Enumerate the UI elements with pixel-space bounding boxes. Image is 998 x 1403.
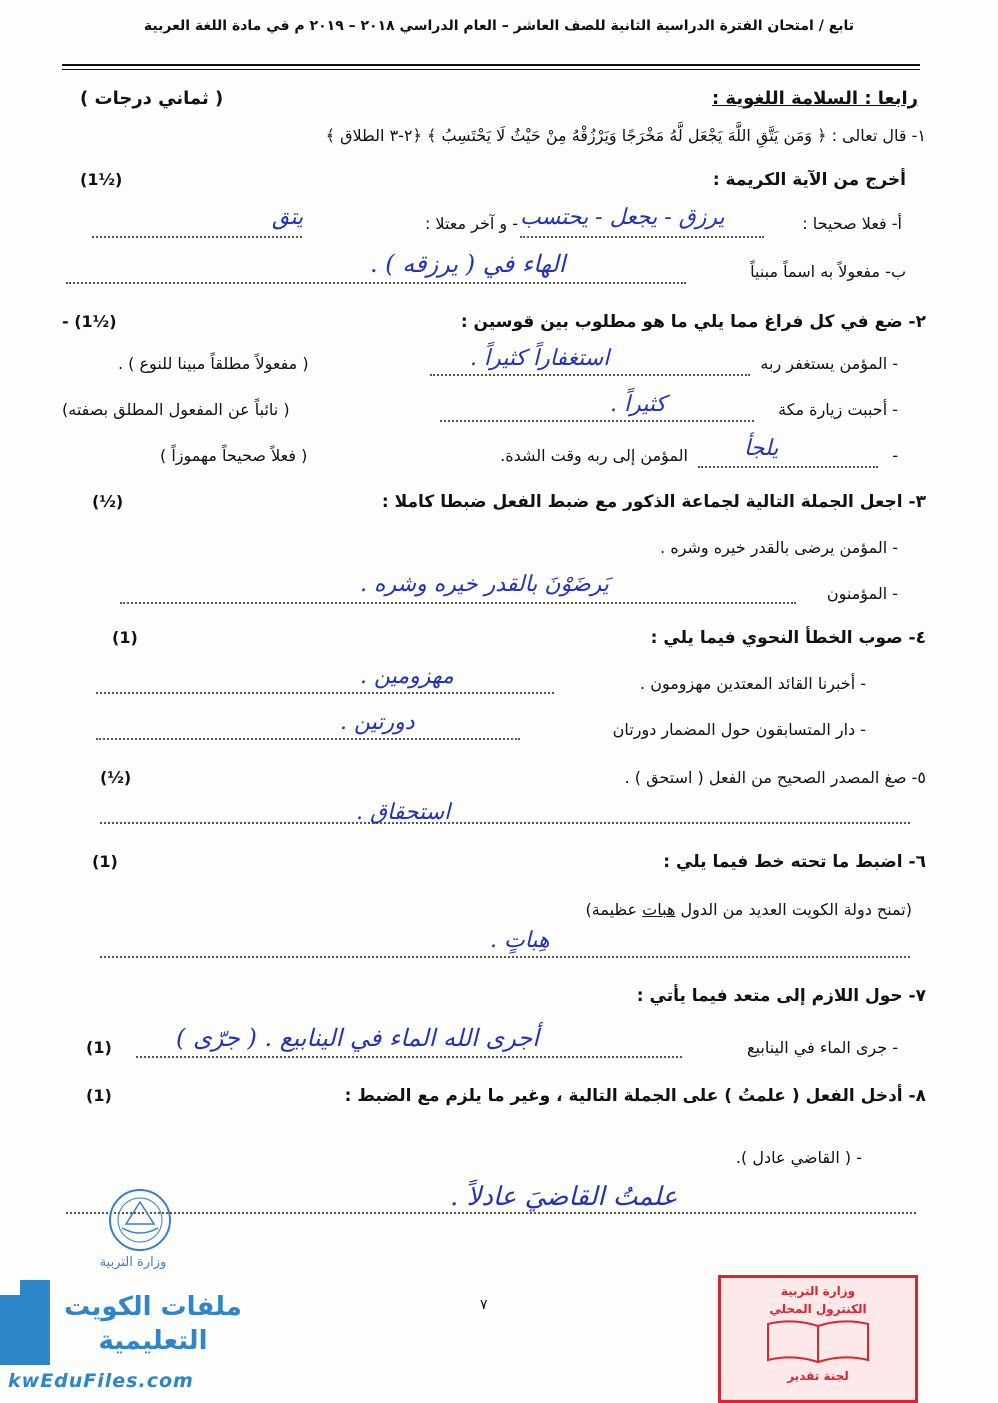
answer-line: [100, 956, 910, 958]
q6-answer: هِباتٍ .: [490, 928, 550, 953]
answer-line: [92, 236, 302, 238]
header-rule: [62, 64, 920, 66]
q6-sentence-before: (تمنح دولة الكويت العديد من الدول: [680, 900, 912, 919]
q6-underlined-word: هبات: [642, 900, 676, 919]
ministry-seal: [78, 1182, 188, 1272]
q8-answer: علمتُ القاضيَ عادلاً .: [450, 1182, 678, 1212]
q2-score: - (1½): [62, 312, 117, 331]
section-marks: ( ثماني درجات ): [80, 88, 224, 109]
logo-line-2: التعليمية: [98, 1326, 208, 1356]
answer-line: [120, 602, 796, 604]
answer-line: [66, 1212, 916, 1214]
answer-line: [136, 1056, 682, 1058]
q2-r3-text: المؤمن إلى ربه وقت الشدة.: [500, 446, 688, 465]
exam-header: تابع / امتحان الفترة الدراسية الثانية للصف العاشر – العام الدراسي ٢٠١٨ – ٢٠١٩ م في مادة اللغة العربية: [143, 18, 855, 34]
q4-r1-answer: مهزومين .: [360, 664, 454, 689]
stamp-line-3: لجنة تقدير: [787, 1369, 849, 1383]
q1-a-mid: - و آخر معتلا :: [424, 214, 518, 233]
answer-line: [430, 374, 750, 376]
answer-line: [520, 236, 764, 238]
q2-r3-dash: -: [892, 446, 898, 465]
q4-score: (1): [112, 628, 138, 647]
q7-sentence: - جرى الماء في الينابيع: [747, 1038, 898, 1057]
q2-r3-hint: ( فعلاً صحيحاً مهموزاً ): [160, 446, 308, 465]
answer-line: [698, 466, 878, 468]
q2-prompt: ٢- ضع في كل فراغ مما يلي ما هو مطلوب بين قوسين :: [460, 312, 926, 332]
site-url: kwEduFiles.com: [8, 1370, 194, 1392]
q4-r2-answer: دورتين .: [340, 710, 415, 735]
answer-line: [96, 692, 554, 694]
logo-line-1: ملفات الكويت: [64, 1292, 242, 1322]
q2-r2-answer: كثيراً .: [610, 392, 666, 417]
q5-score: (½): [100, 768, 132, 787]
q8-prompt: ٨- أدخل الفعل ( علمتُ ) على الجملة التالية ، وغير ما يلزم مع الضبط :: [344, 1086, 926, 1106]
q4-prompt: ٤- صوب الخطأ النحوي فيما يلي :: [650, 628, 926, 648]
q3-answer-label: - المؤمنون: [826, 584, 898, 603]
q5-answer: استحقاق .: [356, 800, 451, 825]
q4-r1-text: - أخبرنا القائد المعتدين مهزومون .: [640, 674, 866, 693]
site-logo-text: [58, 1290, 248, 1358]
q1-b-label: ب- مفعولاً به اسماً مبنياً: [750, 262, 906, 281]
q5-prompt: ٥- صغ المصدر الصحيح من الفعل ( استحق ) .: [624, 768, 926, 787]
q3-sentence: - المؤمن يرضى بالقدر خيره وشره .: [660, 538, 898, 557]
q2-r1-answer: استغفاراً كثيراً .: [470, 346, 610, 371]
stamp-book-icon: [758, 1316, 878, 1366]
section-title: رابعا : السلامة اللغوية :: [711, 88, 918, 109]
q8-sentence: - ( القاضي عادل ).: [735, 1148, 862, 1167]
q7-answer: أجرى الله الماء في الينابيع . ( جرّى ): [176, 1024, 539, 1052]
seal-text: وزارة التربية: [99, 1255, 167, 1270]
q2-r2-text: - أحببت زيارة مكة: [778, 400, 898, 419]
q6-sentence-after: عظيمة): [585, 900, 638, 919]
q2-r1-text: - المؤمن يستغفر ربه: [760, 354, 898, 373]
q3-prompt: ٣- اجعل الجملة التالية لجماعة الذكور مع ضبط الفعل ضبطا كاملا :: [381, 492, 926, 512]
q2-r3-answer: يلجأ: [744, 436, 779, 461]
page-number: ٧: [480, 1297, 488, 1313]
logo-block: [0, 1295, 50, 1365]
q1-a-answer: يرزق - يجعل - يحتسب: [520, 205, 725, 230]
q2-r2-hint: ( نائباً عن المفعول المطلق بصفته): [62, 400, 290, 419]
q1-a-label: أ- فعلا صحيحا :: [802, 214, 902, 233]
control-stamp: [718, 1275, 918, 1403]
q1-b-answer: الهاء في ( يرزقه ) .: [370, 250, 566, 278]
q4-r2-text: - دار المتسابقون حول المضمار دورتان: [612, 720, 866, 739]
q1-a-answer2: يتق: [272, 205, 304, 230]
q2-r1-hint: ( مفعولاً مطلقاً مبينا للنوع ) .: [118, 354, 309, 373]
answer-line: [100, 822, 910, 824]
stamp-line-1: وزارة التربية: [780, 1284, 856, 1298]
answer-line: [66, 282, 686, 284]
q6-score: (1): [92, 852, 118, 871]
q3-answer: يَرضَوْنَ بالقدر خيره وشره .: [360, 572, 609, 597]
answer-line: [96, 738, 520, 740]
q1-prompt: أخرج من الآية الكريمة :: [712, 170, 906, 190]
stamp-line-2: الكنترول المحلي: [769, 1302, 867, 1316]
q1-intro: ١- قال تعالى : ﴿ وَمَن يَتَّقِ اللَّهَ يَجْعَل لَّهُ مَخْرَجًا وَيَرْزُقْهُ مِنْ حَيْثُ لَا يَحْتَسِبُ ﴾ ﴿٢-٣ الطلاق ﴾: [325, 126, 926, 145]
q8-score: (1): [86, 1086, 112, 1105]
q6-prompt: ٦- اضبط ما تحته خط فيما يلي :: [663, 852, 926, 872]
header-rule-thin: [62, 69, 920, 70]
answer-line: [440, 420, 754, 422]
q6-sentence: [586, 900, 913, 919]
q7-score: (1): [86, 1038, 112, 1057]
q7-prompt: ٧- حول اللازم إلى متعد فيما يأتي :: [636, 986, 926, 1006]
q3-score: (½): [92, 492, 124, 511]
q1-score: (1½): [80, 170, 123, 189]
